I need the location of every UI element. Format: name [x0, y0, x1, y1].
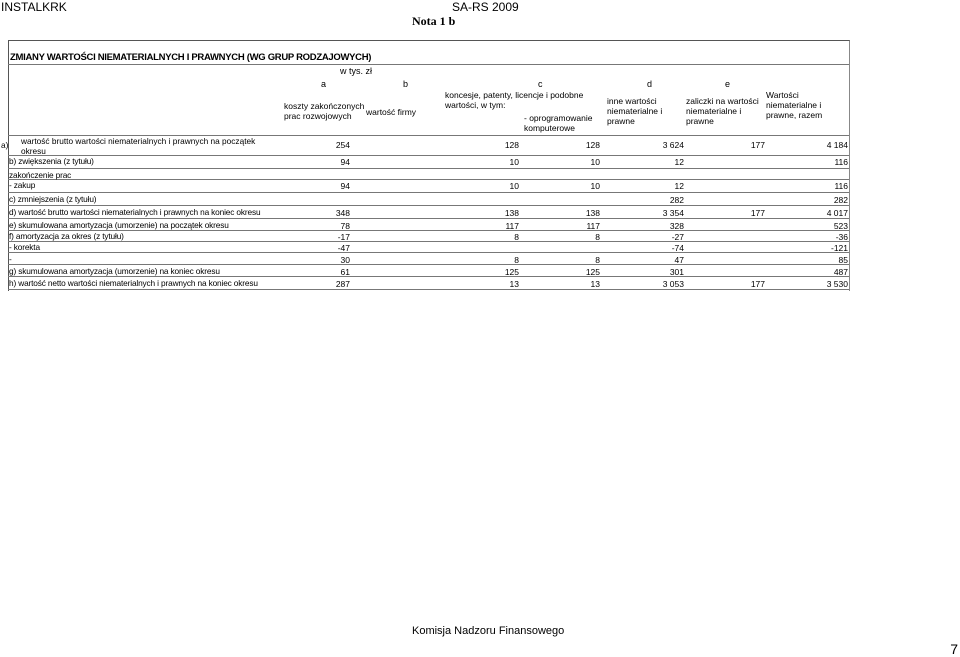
table-cell: -74: [671, 243, 684, 253]
table-cell: 10: [590, 157, 600, 167]
footer-text: Komisja Nadzoru Finansowego: [412, 625, 565, 637]
row-label: - korekta: [9, 242, 40, 252]
table-cell: 94: [340, 181, 350, 191]
table-cell: 3 530: [826, 279, 848, 289]
col-letter-b: b: [403, 79, 409, 89]
table-cell: 117: [586, 221, 600, 231]
row-label: b) zwiększenia (z tytułu): [9, 156, 94, 166]
col-header-total: Wartości niematerialne i prawne, razem: [766, 90, 823, 120]
col-header-c-sub: - oprogramowanie komputerowe: [524, 113, 593, 133]
table-cell: 10: [590, 181, 600, 191]
table-cell: 8: [595, 255, 600, 265]
table-cell: -121: [830, 243, 848, 253]
table-cell: 78: [340, 221, 350, 231]
table-title: ZMIANY WARTOŚCI NIEMATERIALNYCH I PRAWNYCH (WG GRUP RODZAJOWYCH): [10, 52, 372, 63]
table-cell: 125: [585, 267, 600, 277]
report-code: SA-RS 2009: [452, 0, 519, 14]
table-cell: 125: [504, 267, 519, 277]
row-rule: [8, 276, 849, 277]
company-name: INSTALKRK: [1, 0, 67, 14]
col-header-d: inne wartości niematerialne i prawne: [607, 96, 663, 126]
table-cell: 85: [838, 255, 848, 265]
table-cell: 10: [509, 181, 519, 191]
table-cell: 177: [750, 208, 765, 218]
table-cell: 12: [674, 181, 684, 191]
row-label: g) skumulowana amortyzacja (umorzenie) na koniec okresu: [9, 266, 220, 276]
table-cell: 254: [335, 140, 350, 150]
table-frame: [8, 40, 850, 291]
rule-top: [8, 64, 849, 65]
table-cell: 8: [514, 232, 519, 242]
table-cell: 287: [335, 279, 350, 289]
table-cell: 3 354: [662, 208, 684, 218]
table-cell: -47: [337, 243, 350, 253]
table-cell: 117: [505, 221, 519, 231]
table-cell: 8: [595, 232, 600, 242]
table-cell: 13: [590, 279, 600, 289]
row-label: e) skumulowana amortyzacja (umorzenie) na początek okresu: [9, 220, 229, 230]
row-label: - zakup: [9, 180, 36, 190]
row-rule: [8, 179, 849, 180]
table-cell: 138: [585, 208, 600, 218]
table-cell: 328: [669, 221, 684, 231]
table-cell: 4 184: [826, 140, 848, 150]
row-rule: [8, 218, 849, 219]
table-cell: 47: [674, 255, 684, 265]
table-cell: -36: [835, 232, 848, 242]
table-cell: 116: [834, 157, 848, 167]
row-label: f) amortyzacja za okres (z tytułu): [9, 231, 124, 241]
col-letter-a: a: [321, 79, 327, 89]
table-cell: 523: [833, 221, 848, 231]
table-cell: 116: [834, 181, 848, 191]
table-cell: 8: [514, 255, 519, 265]
table-cell: 4 017: [826, 208, 848, 218]
table-cell: 348: [335, 208, 350, 218]
table-cell: 487: [833, 267, 848, 277]
row-a-label-cont: okresu: [21, 146, 46, 156]
row-label: d) wartość brutto wartości niematerialnych i prawnych na koniec okresu: [9, 207, 261, 217]
table-cell: 177: [750, 140, 765, 150]
row-label: -: [9, 254, 12, 264]
col-letter-e: e: [725, 79, 731, 89]
note-title: Nota 1 b: [412, 14, 456, 28]
row-rule: [8, 192, 849, 193]
table-cell: 30: [340, 255, 350, 265]
table-cell: 177: [750, 279, 765, 289]
row-rule: [8, 264, 849, 265]
page-number: 7: [950, 641, 958, 657]
row-label: zakończenie prac: [9, 170, 72, 180]
table-cell: 10: [509, 157, 519, 167]
table-cell: 94: [340, 157, 350, 167]
table-cell: -17: [337, 232, 350, 242]
col-header-b: wartość firmy: [366, 107, 417, 117]
row-rule: [8, 155, 849, 156]
col-letter-c: c: [538, 79, 543, 89]
table-cell: 3 624: [662, 140, 684, 150]
col-header-c: koncesje, patenty, licencje i podobne wartości, w tym:: [445, 90, 584, 110]
table-cell: 301: [669, 267, 684, 277]
unit-label: w tys. zł: [340, 66, 373, 76]
table-cell: 282: [833, 195, 848, 205]
table-cell: 12: [674, 157, 684, 167]
row-label: c) zmniejszenia (z tytułu): [9, 194, 97, 204]
table-cell: 138: [504, 208, 519, 218]
table-cell: 13: [509, 279, 519, 289]
row-a-prefix: a): [1, 140, 9, 150]
table-cell: 282: [669, 195, 684, 205]
table-cell: 128: [585, 140, 600, 150]
row-rule: [8, 252, 849, 253]
row-rule: [8, 241, 849, 242]
col-letter-d: d: [647, 79, 653, 89]
row-rule: [8, 205, 849, 206]
table-cell: 61: [340, 267, 350, 277]
table-cell: 128: [504, 140, 519, 150]
row-label: h) wartość netto wartości niematerialnych i prawnych na koniec okresu: [9, 278, 258, 288]
row-rule: [8, 168, 849, 169]
col-header-e: zaliczki na wartości niematerialne i prawne: [686, 96, 759, 126]
table-cell: -27: [671, 232, 684, 242]
table-cell: 3 053: [662, 279, 684, 289]
row-rule: [8, 289, 849, 290]
row-a-label: wartość brutto wartości niematerialnych i prawnych na początek: [21, 136, 256, 146]
col-header-a: koszty zakończonych prac rozwojowych: [284, 101, 365, 121]
row-rule: [8, 230, 849, 231]
